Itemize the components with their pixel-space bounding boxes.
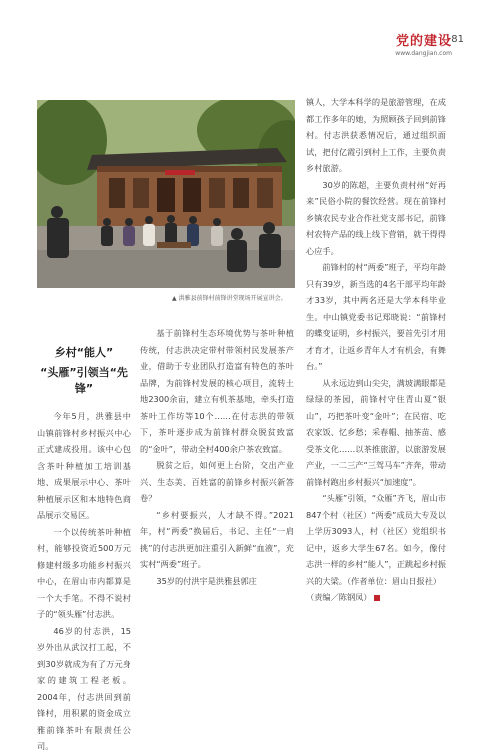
section-title-line1: 乡村“能人” bbox=[54, 346, 114, 359]
left-column bbox=[37, 344, 131, 755]
right-column bbox=[306, 94, 446, 606]
editor-credit-text: （责编／陈钢凤） bbox=[306, 592, 372, 602]
triangle-icon: ▲ bbox=[172, 295, 177, 302]
paragraph: 脱贫之后，如何更上台阶，交出产业兴、生态美、百姓富的前锋乡村振兴新答卷？ bbox=[140, 460, 294, 503]
photo-caption bbox=[172, 293, 302, 302]
left-paragraphs bbox=[37, 408, 131, 755]
meeting-photo bbox=[37, 100, 295, 288]
paragraph: 前锋村的村“两委”班子，平均年龄只有39岁，新当选的4名干部平均年龄才33岁，其中两名还是大学本科毕业生。中山镇党委书记郑晓说：“前锋村的蝶变证明，乡村振兴，要首先引才用才育才，让返乡青年人才有机会，有舞台。” bbox=[306, 262, 446, 371]
masthead bbox=[395, 30, 452, 57]
paragraph: 今年5月，洪雅县中山镇前锋村乡村振兴中心正式建成投用。该中心包含茶叶种植加工培训基地、成果展示中心、茶叶种植展示区和本地特色商品展示交易区。 bbox=[37, 411, 131, 520]
page-number: 81 bbox=[451, 34, 464, 45]
paragraph: 从永远边到山尖尖，满坡满眼都是绿绿的茶园，前锋村守住青山夏“银山”，巧把茶叶变“金叶”；在民宿、吃农家饭、忆乡愁；采春帽、抽茶苗、感受茶文化……以茶推旅游，以旅游发展产业，一二三产“三驾马车”齐奔，带动前锋村跑出乡村振兴“加速度”。 bbox=[306, 377, 446, 487]
middle-column bbox=[140, 325, 294, 589]
end-mark-icon bbox=[374, 595, 380, 601]
editor-credit bbox=[306, 589, 446, 606]
meeting-photo-illustration bbox=[37, 100, 295, 288]
paragraph: 30岁的陈超，主要负责村州“好再来”民俗小院的餐饮经营。现在前锋村乡镇农民专业合作社党支部书记，前锋村农特产品的线上线下营销，就干得得心应手。 bbox=[306, 179, 446, 256]
magazine-logo: 党的建设 bbox=[395, 34, 452, 49]
magazine-url[interactable]: www.dangjian.com bbox=[395, 50, 452, 57]
paragraph: 基于前锋村生态环境优势与茶叶种植传统，付志洪决定带村带领村民发展茶产业，借助于专业团队打造富有特色的茶叶品牌，为前锋村发展的核心项目，流转土地2300余亩，建立有机茶基地，牵头打造茶叶工作坊等10个……在付志洪的带领下，茶叶逐步成为前锋村群众脱贫致富的“金叶”，带动全村400余户茶农致富。 bbox=[140, 328, 294, 454]
photo-caption-text: 洪雅县前锋村前锋讲堂现场开展宣讲会。 bbox=[178, 295, 287, 302]
paragraph: 一个以传统茶叶种植村，能够投资近500万元修建村级多功能乡村振兴中心，在眉山市内都算是一个大手笔。不得不说村子的“领头雁”付志洪。 bbox=[37, 526, 131, 619]
paragraph: “乡村要振兴，人才缺不得。”2021年，村“两委”换届后，书记、主任“一肩挑”的付志洪更加注重引入新鲜“血液”，充实村“两委”班子。 bbox=[140, 509, 294, 569]
section-title-line2: “头雁”引领当“先锋” bbox=[40, 366, 128, 395]
paragraph: 35岁的付洪宇是洪雅县郭庄 bbox=[156, 575, 257, 586]
paragraph: “头雁”引领，“众雁”齐飞，眉山市847个村（社区）“两委”成员大专及以上学历3093人，村（社区）党组织书记中，返乡大学生67名。如今，像付志洪一样的乡村“能人”，正跳起乡村振兴的大梁。（作者单位：眉山日报社） bbox=[306, 493, 446, 586]
paragraph: 46岁的付志洪，15岁外出从武汉打工起，不到30岁就成为有了万元身家的建筑工程老板。2004年，付志洪回到前锋村，用积累的资金成立雅前锋茶叶有限责任公司。 bbox=[37, 625, 131, 751]
paragraph: 镇人，大学本科学的是旅游管理，在成都工作多年的她，为照顾孩子回到前锋村。付志洪获悉情况后，通过组织面试，把付亿霞引到村上工作，主要负责乡村旅游。 bbox=[306, 97, 446, 173]
